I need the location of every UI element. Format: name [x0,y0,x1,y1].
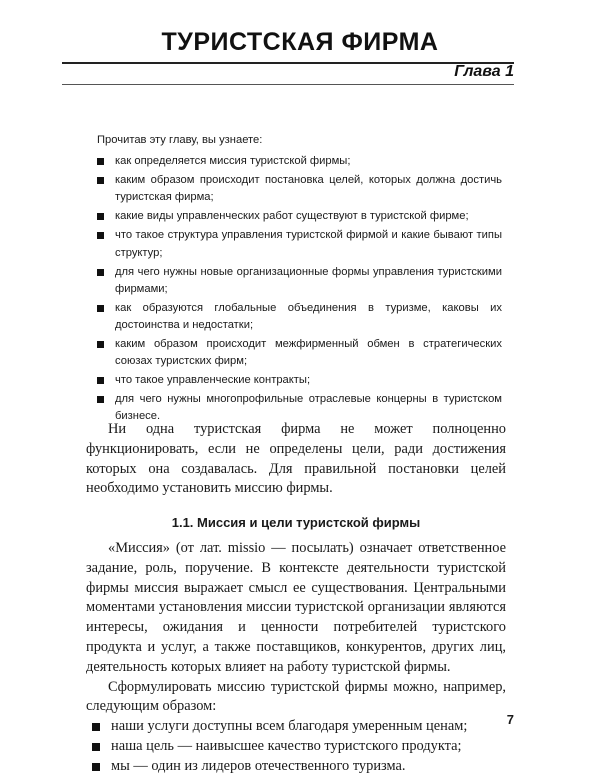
intro-item-text: для чего нужны многопрофильные отраслевые концерны в туристском бизнесе. [115,393,502,423]
intro-item [97,264,502,298]
chapter-rule [62,84,514,85]
square-bullet-icon [97,213,104,220]
intro-item [97,153,502,170]
paragraph: Ни одна туристская фирма не может полноценно функционировать, если не определены цели, ради достижения которых она создавалась. Для правильной постановки целей необходимо установить миссию фирмы. [86,421,506,497]
square-bullet-icon [97,232,104,239]
intro-item-text: как образуются глобальные объединения в туризме, каковы их достоинства и недостатки; [115,301,502,332]
intro-item [97,372,502,389]
mission-item [86,737,506,757]
page-title: ТУРИСТСКАЯ ФИРМА [161,28,439,56]
mission-item-text: наша цель — наивысшее качество туристского продукта; [111,737,462,754]
page-number: 7 [506,712,514,727]
mission-list [86,717,506,776]
intro-item [97,172,502,206]
intro-item [97,208,502,225]
square-bullet-icon [97,377,104,384]
intro-list [97,153,502,425]
square-bullet-icon [97,341,104,348]
square-bullet-icon [97,177,104,184]
square-bullet-icon [92,763,100,771]
intro-item [97,336,502,370]
chapter-intro [97,132,502,427]
mission-item-text: мы — один из лидеров отечественного туризма. [111,757,406,774]
intro-item-text: какие виды управленческих работ существуют в туристской фирме; [115,210,469,223]
section-heading: 1.1. Миссия и цели туристской фирмы [171,515,421,531]
square-bullet-icon [97,158,104,165]
square-bullet-icon [97,305,104,312]
intro-item-text: что такое управленческие контракты; [115,374,311,387]
square-bullet-icon [97,396,104,403]
intro-item-text: для чего нужны новые организационные формы управления туристскими фирмами; [115,265,502,295]
mission-item [86,717,506,737]
paragraph: «Миссия» (от лат. missio — посылать) означает ответственное задание, роль, поручение. В контексте деятельности туристской фирмы миссия выражает смысл ее существования. Центральными моментами установления миссии туристской организации являются интересы, ожидания и ценности потребителей туристского продукта и услуг, а также поставщиков, конкурентов, других лиц, деятельность которых влияет на работу туристской фирмы. [86,539,506,675]
intro-item-text: каким образом происходит постановка целей, которых должна достичь туристская фирма; [115,174,502,204]
paragraph: Сформулировать миссию туристской фирмы можно, например, следующим образом: [86,678,506,715]
intro-item [97,300,502,334]
intro-item-text: каким образом происходит межфирменный обмен в стратегических союзах туристских фирм; [115,338,502,368]
title-rule [62,62,514,64]
square-bullet-icon [97,269,104,276]
mission-item-text: наши услуги доступны всем благодаря умеренным ценам; [111,718,468,735]
main-text [86,420,506,777]
intro-item-text: что такое структура управления туристской фирмой и какие бывают типы структур; [115,229,502,259]
intro-lead: Прочитав эту главу, вы узнаете: [97,134,263,146]
chapter-label: Глава 1 [454,63,514,80]
mission-item [86,757,506,777]
intro-item-text: как определяется миссия туристской фирмы; [115,155,351,168]
square-bullet-icon [92,723,100,731]
intro-item [97,227,502,261]
